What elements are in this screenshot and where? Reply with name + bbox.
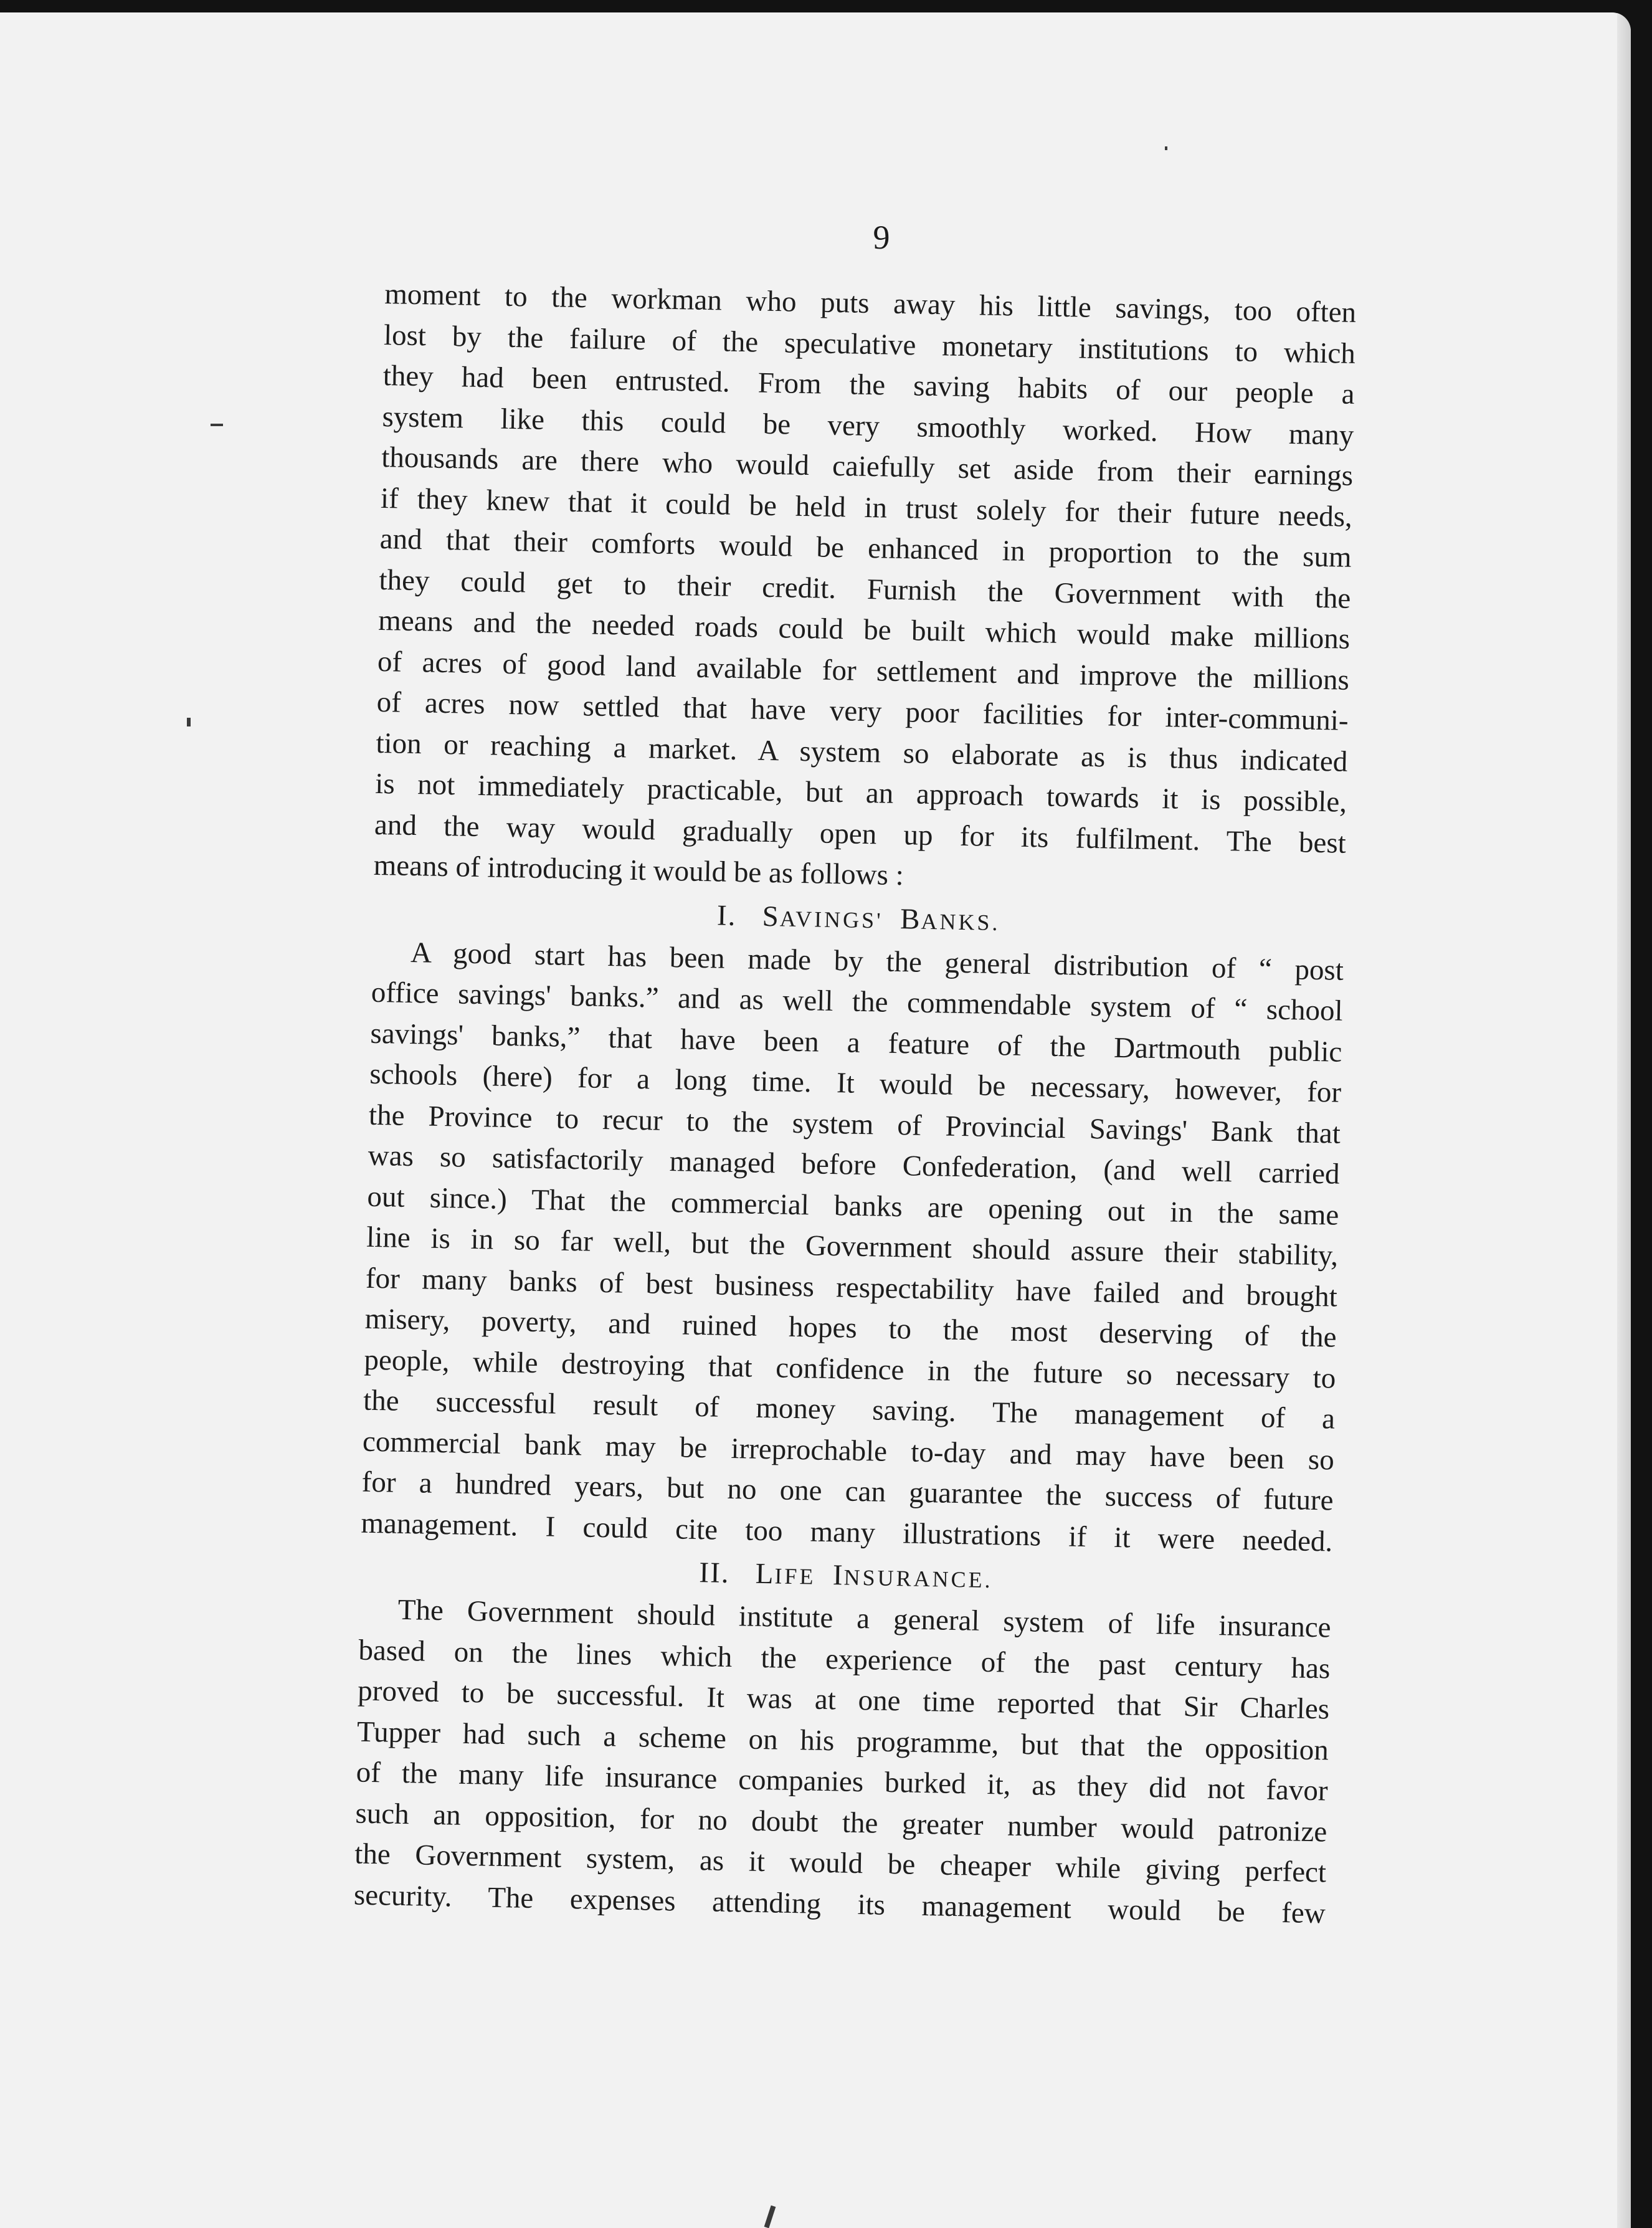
text-line: out since.) That the commercial banks are opening out in the same [367, 1180, 1339, 1232]
text-line: was so satisfactorily managed before Confederation, (and well carried [368, 1139, 1341, 1191]
body-text [353, 274, 1356, 1934]
text-line: system like this could be very smoothly worked. How many [382, 400, 1354, 452]
heading-smallcaps: ANKS. [921, 908, 1000, 935]
text-line: commercial bank may be irreprochable to-day and may have been so [362, 1425, 1335, 1477]
text-line: if they knew that it could be held in trust solely for their future needs, [380, 482, 1353, 533]
heading-smallcaps: AVINGS' [779, 905, 884, 933]
text-line: of the many life insurance companies burked it, as they did not favor [356, 1756, 1329, 1807]
text-line: proved to be successful. It was at one time reported that Sir Charles [357, 1674, 1330, 1726]
text-line: savings' banks,” that have been a feature of the Dartmouth public [370, 1017, 1342, 1069]
text-line: people, while destroying that confidence in the future so necessary to [364, 1343, 1336, 1395]
book-page [0, 12, 1631, 2228]
scan-mark [211, 424, 223, 426]
page-number: 9 [873, 219, 890, 256]
page-edge [1617, 12, 1631, 2228]
scan-mark [187, 718, 191, 726]
text-line: they could get to their credit. Furnish the Government with the [379, 563, 1351, 615]
text-line: means of introducing it would be as follows : [373, 849, 904, 892]
text-line: for a hundred years, but no one can guarantee the success of future [361, 1465, 1334, 1517]
text-line: such an opposition, for no doubt the greater number would patronize [355, 1797, 1327, 1848]
text-line: and the way would gradually open up for its fulfilment. The best [374, 808, 1347, 860]
text-line: thousands are there who would caiefully set aside from their earnings [381, 440, 1354, 492]
text-line: lost by the failure of the speculative monetary institutions to which [383, 318, 1356, 370]
text-line: schools (here) for a long time. It would be necessary, however, for [369, 1057, 1342, 1109]
text-line: office savings' banks.” and as well the commendable system of “ school [371, 976, 1344, 1027]
text-line: of acres of good land available for settlement and improve the millions [377, 645, 1350, 697]
text-line: line is in so far well, but the Government should assure their stability, [366, 1221, 1339, 1272]
text-line: security. The expenses attending its management would be few [353, 1878, 1326, 1930]
text-line: Tupper had such a scheme on his programme, but that the opposition [356, 1715, 1329, 1767]
heading-initial: B [900, 902, 922, 936]
text-line: of acres now settled that have very poor facilities for inter-communi- [376, 685, 1349, 737]
text-line: A good start has been made by the general distribution of “ post [410, 936, 1344, 987]
text-line: for many banks of best business respectability have failed and brought [365, 1262, 1338, 1313]
text-line: the successful result of money saving. The management of a [363, 1384, 1336, 1435]
scan-mark [764, 2206, 776, 2228]
scan-mark [1165, 146, 1167, 150]
text-line: management. I could cite too many illustrations if it were needed. [361, 1507, 1333, 1558]
text-line: and that their comforts would be enhanced in proportion to the sum [379, 522, 1352, 574]
text-line: based on the lines which the experience of the past century has [358, 1634, 1331, 1685]
text-line: the Government system, as it would be cheaper while giving perfect [354, 1837, 1327, 1889]
text-line: they had been entrusted. From the saving habits of our people a [382, 359, 1355, 411]
heading-initial: S [762, 900, 781, 933]
heading-smallcaps: IFE [774, 1563, 816, 1589]
text-line: moment to the workman who puts away his little savings, too often [384, 277, 1357, 329]
text-line: The Government should institute a general system of life insurance [397, 1593, 1332, 1644]
text-line: tion or reaching a market. A system so elaborate as is thus indicated [376, 726, 1348, 778]
heading-initial: L [755, 1557, 775, 1591]
heading-initial: I [832, 1559, 845, 1592]
heading-numeral: II. [698, 1556, 731, 1590]
heading-smallcaps: NSURANCE. [843, 1564, 993, 1593]
text-line: is not immediately practicable, but an approach towards it is possible, [374, 767, 1347, 819]
heading-numeral: I. [716, 898, 737, 932]
text-line: the Province to recur to the system of Provincial Savings' Bank that [368, 1098, 1341, 1150]
text-line: means and the needed roads could be built which would make millions [377, 604, 1351, 655]
text-line: misery, poverty, and ruined hopes to the most deserving of the [364, 1302, 1337, 1354]
